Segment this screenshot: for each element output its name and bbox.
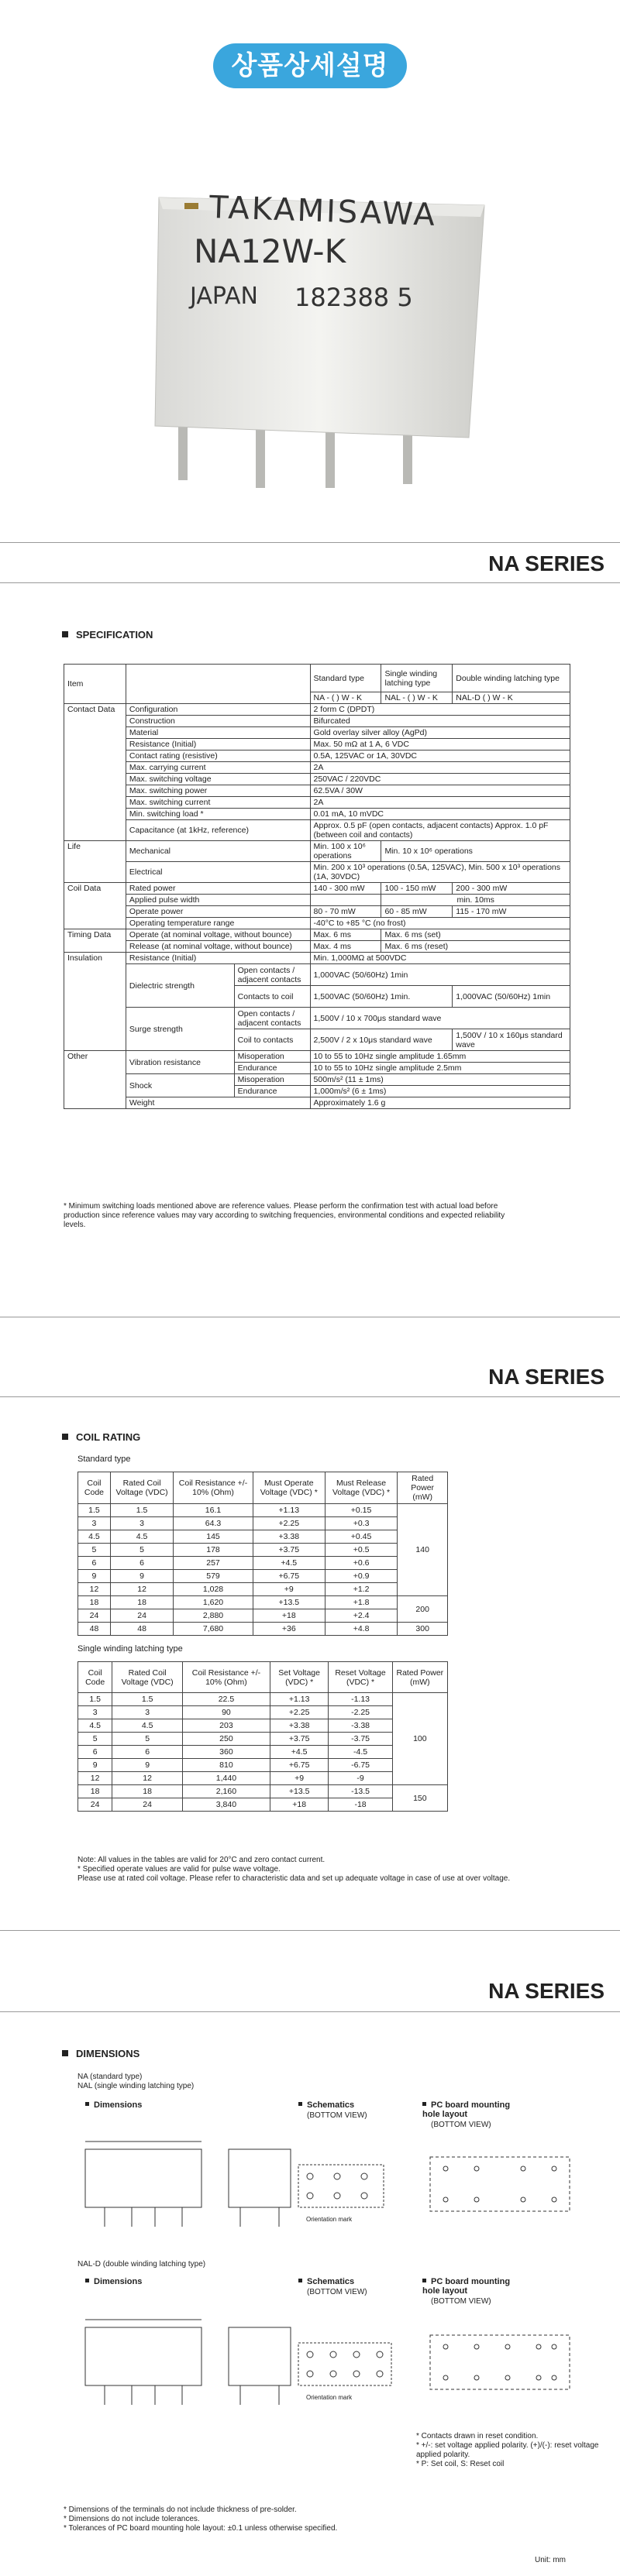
group-insulation: Insulation: [64, 953, 126, 1051]
spec-value: Min. 100 x 10⁶ operations: [310, 841, 381, 862]
table-row: [78, 1583, 448, 1596]
note-line: * Dimensions of the terminals do not include thickness of pre-solder.: [64, 2506, 297, 2514]
spec-value: 1,500V / 10 x 700μs standard wave: [310, 1008, 570, 1029]
spec-value: Max. 6 ms (reset): [381, 941, 570, 953]
note-line: * Specified operate values are valid for pulse wave voltage.: [78, 1865, 281, 1874]
single-type-label: Single winding latching type: [78, 1644, 183, 1654]
spec-item: Operate power: [126, 906, 310, 918]
orientation-mark: Orientation mark: [306, 2394, 353, 2401]
spec-item: Max. switching power: [126, 785, 310, 797]
cell: +18: [270, 1798, 329, 1812]
cell: 1,440: [183, 1772, 270, 1785]
cell: 5: [112, 1733, 183, 1746]
spec-item: Resistance (Initial): [126, 953, 310, 964]
nald-label: NAL-D (double winding latching type): [78, 2260, 206, 2269]
cell: 64.3: [174, 1517, 253, 1530]
table-row: [78, 1517, 448, 1530]
spec-item: Shock: [126, 1074, 234, 1097]
cell: 4.5: [78, 1719, 112, 1733]
cell: 3: [78, 1706, 112, 1719]
cell: 300: [398, 1623, 448, 1636]
cell: -1.13: [329, 1693, 392, 1706]
cell: 200: [398, 1596, 448, 1623]
divider: [0, 1396, 620, 1397]
cell: 3,840: [183, 1798, 270, 1812]
bottom-view: (BOTTOM VIEW): [431, 2297, 491, 2306]
spec-subitem: Open contacts / adjacent contacts: [234, 964, 310, 986]
spec-value: Max. 6 ms (set): [381, 929, 570, 941]
cell: 203: [183, 1719, 270, 1733]
nal-label: NAL (single winding latching type): [78, 2082, 195, 2090]
divider: [0, 2011, 620, 2012]
spec-subitem: Coil to contacts: [234, 1029, 310, 1051]
cell: +4.8: [325, 1623, 398, 1636]
spec-item: Material: [126, 727, 310, 739]
cell: +36: [253, 1623, 325, 1636]
cell: 12: [110, 1583, 173, 1596]
banner: [0, 0, 620, 132]
cell: 12: [78, 1583, 111, 1596]
cell: 6: [78, 1557, 111, 1570]
table-row: [78, 1785, 448, 1798]
cell: +0.5: [325, 1544, 398, 1557]
cell: +18: [253, 1609, 325, 1623]
cell: 24: [112, 1798, 183, 1812]
cell: 250: [183, 1733, 270, 1746]
cell: 579: [174, 1570, 253, 1583]
spec-subitem: Open contacts / adjacent contacts: [234, 1008, 310, 1029]
cell: -9: [329, 1772, 392, 1785]
table-row: [78, 1772, 448, 1785]
cell: +1.13: [253, 1504, 325, 1517]
cell: 7,680: [174, 1623, 253, 1636]
product-photo: [0, 132, 620, 488]
spec-subitem: Misoperation: [234, 1051, 310, 1063]
dimensions-label: Dimensions: [85, 2277, 142, 2286]
table-row: [78, 1557, 448, 1570]
group-contact: Contact Data: [64, 704, 126, 841]
na-drawings: [74, 2134, 585, 2242]
dimensions-heading: DIMENSIONS: [62, 2048, 140, 2059]
cell: -18: [329, 1798, 392, 1812]
code-single: NAL - ( ) W - K: [381, 692, 453, 704]
note-line: * Contacts drawn in reset condition.: [416, 2432, 539, 2440]
cell: -3.38: [329, 1719, 392, 1733]
schematics-label: Schematics: [298, 2277, 354, 2286]
table-row: [78, 1798, 448, 1812]
cell: -2.25: [329, 1706, 392, 1719]
cell: 22.5: [183, 1693, 270, 1706]
spec-subitem: Contacts to coil: [234, 986, 310, 1008]
note-line: * P: Set coil, S: Reset coil: [416, 2460, 505, 2468]
spec-item: Operate (at nominal voltage, without bounce): [126, 929, 310, 941]
spec-item: Vibration resistance: [126, 1051, 234, 1074]
divider: [0, 542, 620, 543]
cell: -3.75: [329, 1733, 392, 1746]
cell: 4.5: [110, 1530, 173, 1544]
spec-value: 80 - 70 mW: [310, 906, 381, 918]
col-header: Reset Voltage (VDC) *: [329, 1662, 392, 1693]
bottom-view: (BOTTOM VIEW): [307, 2288, 367, 2296]
col-standard: Standard type: [310, 665, 381, 692]
cell: 257: [174, 1557, 253, 1570]
cell: 6: [78, 1746, 112, 1759]
cell: 18: [110, 1596, 173, 1609]
cell: +6.75: [253, 1570, 325, 1583]
cell: 9: [78, 1759, 112, 1772]
spec-value: 2A: [310, 797, 570, 809]
cell: +9: [253, 1583, 325, 1596]
cell: 1,028: [174, 1583, 253, 1596]
cell: -13.5: [329, 1785, 392, 1798]
spec-item: Capacitance (at 1kHz, reference): [126, 820, 310, 841]
bottom-view: (BOTTOM VIEW): [307, 2111, 367, 2120]
cell: +4.5: [253, 1557, 325, 1570]
cell: 5: [110, 1544, 173, 1557]
spec-item: Max. carrying current: [126, 762, 310, 774]
cell: 810: [183, 1759, 270, 1772]
cell: 2,880: [174, 1609, 253, 1623]
spec-subitem: Endurance: [234, 1086, 310, 1097]
table-row: [78, 1530, 448, 1544]
spec-value: 500m/s² (11 ± 1ms): [310, 1074, 570, 1086]
cell: 12: [112, 1772, 183, 1785]
cell: +3.75: [270, 1733, 329, 1746]
spec-item: Rated power: [126, 883, 310, 895]
cell: 100: [392, 1693, 447, 1785]
spec-subitem: Misoperation: [234, 1074, 310, 1086]
cell: +1.8: [325, 1596, 398, 1609]
cell: 2,160: [183, 1785, 270, 1798]
cell: 140: [398, 1504, 448, 1596]
col-header: Set Voltage (VDC) *: [270, 1662, 329, 1693]
cell: +13.5: [253, 1596, 325, 1609]
spec-value: 10 to 55 to 10Hz single amplitude 1.65mm: [310, 1051, 570, 1063]
cell: +1.13: [270, 1693, 329, 1706]
cell: 9: [110, 1570, 173, 1583]
spec-item: Dielectric strength: [126, 964, 234, 1008]
pcb-label: PC board mounting hole layout: [422, 2277, 523, 2296]
spec-item: Operating temperature range: [126, 918, 310, 929]
spec-value: 0.01 mA, 10 mVDC: [310, 809, 570, 820]
table-row: [78, 1733, 448, 1746]
cell: 48: [78, 1623, 111, 1636]
group-other: Other: [64, 1051, 126, 1109]
cell: -4.5: [329, 1746, 392, 1759]
cell: 1,620: [174, 1596, 253, 1609]
spec-value: Min. 10 x 10⁶ operations: [381, 841, 570, 862]
spec-value: Bifurcated: [310, 716, 570, 727]
col-header: Rated Coil Voltage (VDC): [112, 1662, 183, 1693]
table-row: [78, 1746, 448, 1759]
spec-value: 1,000m/s² (6 ± 1ms): [310, 1086, 570, 1097]
series-title: NA SERIES: [488, 551, 604, 575]
spec-heading: SPECIFICATION: [62, 629, 153, 641]
cell: 3: [78, 1517, 111, 1530]
spec-item: Weight: [126, 1097, 310, 1109]
spec-value: Gold overlay silver alloy (AgPd): [310, 727, 570, 739]
col-header: Must Operate Voltage (VDC) *: [253, 1472, 325, 1504]
cell: 145: [174, 1530, 253, 1544]
standard-coil-table: [78, 1472, 448, 1636]
col-single: Single winding latching type: [381, 665, 453, 692]
unit-label: Unit: mm: [535, 2556, 566, 2564]
spec-item: Applied pulse width: [126, 895, 310, 906]
group-life: Life: [64, 841, 126, 883]
spec-value: 100 - 150 mW: [381, 883, 453, 895]
table-row: [78, 1623, 448, 1636]
cell: +2.25: [253, 1517, 325, 1530]
detail-title: 상품상세설명: [213, 43, 407, 88]
cell: +2.4: [325, 1609, 398, 1623]
spec-value: 1,000VAC (50/60Hz) 1min: [310, 964, 570, 986]
cell: +13.5: [270, 1785, 329, 1798]
spec-item: Resistance (Initial): [126, 739, 310, 750]
cell: 24: [78, 1798, 112, 1812]
spec-value: 2A: [310, 762, 570, 774]
cell: 1.5: [78, 1504, 111, 1517]
table-row: [78, 1609, 448, 1623]
cell: 1.5: [110, 1504, 173, 1517]
cell: 16.1: [174, 1504, 253, 1517]
spec-item: Electrical: [126, 862, 310, 883]
table-row: [78, 1596, 448, 1609]
table-row: [78, 1504, 448, 1517]
cell: +1.2: [325, 1583, 398, 1596]
coil-heading: COIL RATING: [62, 1431, 140, 1443]
cell: 1.5: [78, 1693, 112, 1706]
cell: 1.5: [112, 1693, 183, 1706]
col-header: Coil Resistance +/- 10% (Ohm): [174, 1472, 253, 1504]
code-double: NAL-D ( ) W - K: [453, 692, 570, 704]
cell: +3.38: [270, 1719, 329, 1733]
table-row: [78, 1570, 448, 1583]
col-header: Must Release Voltage (VDC) *: [325, 1472, 398, 1504]
spec-value: 2 form C (DPDT): [310, 704, 570, 716]
col-header: Rated Power (mW): [398, 1472, 448, 1504]
spec-table: [64, 664, 570, 1109]
spec-item: Max. switching current: [126, 797, 310, 809]
cell: +6.75: [270, 1759, 329, 1772]
cell: 5: [78, 1544, 111, 1557]
spec-value: 1,500V / 10 x 160μs standard wave: [453, 1029, 570, 1051]
divider: [0, 1930, 620, 1931]
contact-notes: [416, 2432, 602, 2469]
spec-value: min. 10ms: [381, 895, 570, 906]
cell: 18: [78, 1596, 111, 1609]
cell: 3: [112, 1706, 183, 1719]
pcb-label: PC board mounting hole layout: [422, 2100, 523, 2119]
spec-value: -40°C to +85 °C (no frost): [310, 918, 570, 929]
cell: 6: [112, 1746, 183, 1759]
col-double: Double winding latching type: [453, 665, 570, 692]
brand-text: TAKAMISAWA: [208, 189, 438, 234]
cell: +2.25: [270, 1706, 329, 1719]
table-row: [78, 1693, 448, 1706]
spec-value: Min. 1,000MΩ at 500VDC: [310, 953, 570, 964]
spec-item: Release (at nominal voltage, without bounce): [126, 941, 310, 953]
spec-subitem: Endurance: [234, 1063, 310, 1074]
cell: 5: [78, 1733, 112, 1746]
dimensions-label: Dimensions: [85, 2100, 142, 2110]
spec-item: Contact rating (resistive): [126, 750, 310, 762]
spec-value: Max. 4 ms: [310, 941, 381, 953]
spec-value: 62.5VA / 30W: [310, 785, 570, 797]
table-row: [78, 1544, 448, 1557]
col-header: Coil Code: [78, 1662, 112, 1693]
standard-type-label: Standard type: [78, 1455, 131, 1464]
note-line: Please use at rated coil voltage. Please refer to characteristic data and set up adequate voltage in case of use at over voltage.: [78, 1874, 511, 1883]
cell: 150: [392, 1785, 447, 1812]
cell: +3.38: [253, 1530, 325, 1544]
spec-value: Min. 200 x 10³ operations (0.5A, 125VAC), Min. 500 x 10³ operations (1A, 30VDC): [310, 862, 570, 883]
spec-value: 250VAC / 220VDC: [310, 774, 570, 785]
table-row: [78, 1719, 448, 1733]
cell: 90: [183, 1706, 270, 1719]
spec-value: 115 - 170 mW: [453, 906, 570, 918]
note-line: * +/-: set voltage applied polarity. (+)/(-): reset voltage applied polarity.: [416, 2441, 599, 2459]
note-line: Note: All values in the tables are valid for 20°C and zero contact current.: [78, 1856, 326, 1864]
spec-item: Configuration: [126, 704, 310, 716]
spec-item: Surge strength: [126, 1008, 234, 1051]
note-line: * Dimensions do not include tolerances.: [64, 2515, 200, 2523]
na-label: NA (standard type): [78, 2073, 143, 2081]
footer-notes: [64, 2506, 498, 2533]
table-row: [78, 1759, 448, 1772]
cell: +4.5: [270, 1746, 329, 1759]
spec-value: 200 - 300 mW: [453, 883, 570, 895]
spec-note: * Minimum switching loads mentioned above are reference values. Please perform the confirmation test with actual load before production since reference values may vary according to switching frequencies, environmental conditions and expected reliability levels.: [64, 1202, 505, 1229]
single-coil-table: [78, 1661, 448, 1812]
cell: 24: [78, 1609, 111, 1623]
cell: +9: [270, 1772, 329, 1785]
divider: [0, 582, 620, 583]
spec-value: 1,000VAC (50/60Hz) 1min: [453, 986, 570, 1008]
cell: +0.45: [325, 1530, 398, 1544]
note-line: * Tolerances of PC board mounting hole layout: ±0.1 unless otherwise specified.: [64, 2524, 338, 2533]
spec-value: 60 - 85 mW: [381, 906, 453, 918]
spec-value: 1,500VAC (50/60Hz) 1min.: [310, 986, 453, 1008]
coil-notes: [78, 1856, 558, 1884]
nald-drawings: [74, 2312, 585, 2420]
spec-item: Construction: [126, 716, 310, 727]
spec-value: 2,500V / 2 x 10μs standard wave: [310, 1029, 453, 1051]
col-item: Item: [64, 665, 126, 704]
cell: +0.15: [325, 1504, 398, 1517]
cell: 24: [110, 1609, 173, 1623]
series-title: NA SERIES: [488, 1365, 604, 1389]
col-header: Rated Power (mW): [392, 1662, 447, 1693]
spec-value: 0.5A, 125VAC or 1A, 30VDC: [310, 750, 570, 762]
model-text: NA12W-K: [194, 232, 346, 270]
spec-value: Approximately 1.6 g: [310, 1097, 570, 1109]
origin-text: JAPAN: [190, 283, 258, 310]
spec-value: Approx. 0.5 pF (open contacts, adjacent contacts) Approx. 1.0 pF (between coil and contacts): [310, 820, 570, 841]
spec-value: Max. 6 ms: [310, 929, 381, 941]
cell: +3.75: [253, 1544, 325, 1557]
group-coil: Coil Data: [64, 883, 126, 929]
cell: -6.75: [329, 1759, 392, 1772]
col-header: Coil Code: [78, 1472, 111, 1504]
group-timing: Timing Data: [64, 929, 126, 953]
cell: +0.6: [325, 1557, 398, 1570]
spec-item: Max. switching voltage: [126, 774, 310, 785]
schematics-label: Schematics: [298, 2100, 354, 2110]
col-header: Rated Coil Voltage (VDC): [110, 1472, 173, 1504]
code-standard: NA - ( ) W - K: [310, 692, 381, 704]
cell: +0.3: [325, 1517, 398, 1530]
bottom-view: (BOTTOM VIEW): [431, 2121, 491, 2129]
spec-item: Mechanical: [126, 841, 310, 862]
spec-value: 10 to 55 to 10Hz single amplitude 2.5mm: [310, 1063, 570, 1074]
spec-value: 140 - 300 mW: [310, 883, 381, 895]
cell: 6: [110, 1557, 173, 1570]
cell: 48: [110, 1623, 173, 1636]
spec-item: Min. switching load *: [126, 809, 310, 820]
col-header: Coil Resistance +/- 10% (Ohm): [183, 1662, 270, 1693]
cell: 18: [112, 1785, 183, 1798]
cell: 18: [78, 1785, 112, 1798]
orientation-mark: Orientation mark: [306, 2216, 353, 2223]
cell: 360: [183, 1746, 270, 1759]
cell: 4.5: [112, 1719, 183, 1733]
cell: 4.5: [78, 1530, 111, 1544]
cell: 12: [78, 1772, 112, 1785]
cell: 3: [110, 1517, 173, 1530]
spec-value: Max. 50 mΩ at 1 A, 6 VDC: [310, 739, 570, 750]
series-title: NA SERIES: [488, 1979, 604, 2003]
cell: 9: [78, 1570, 111, 1583]
cell: 9: [112, 1759, 183, 1772]
table-row: [78, 1706, 448, 1719]
cell: 178: [174, 1544, 253, 1557]
code-text: 182388 5: [294, 283, 413, 312]
cell: +0.9: [325, 1570, 398, 1583]
